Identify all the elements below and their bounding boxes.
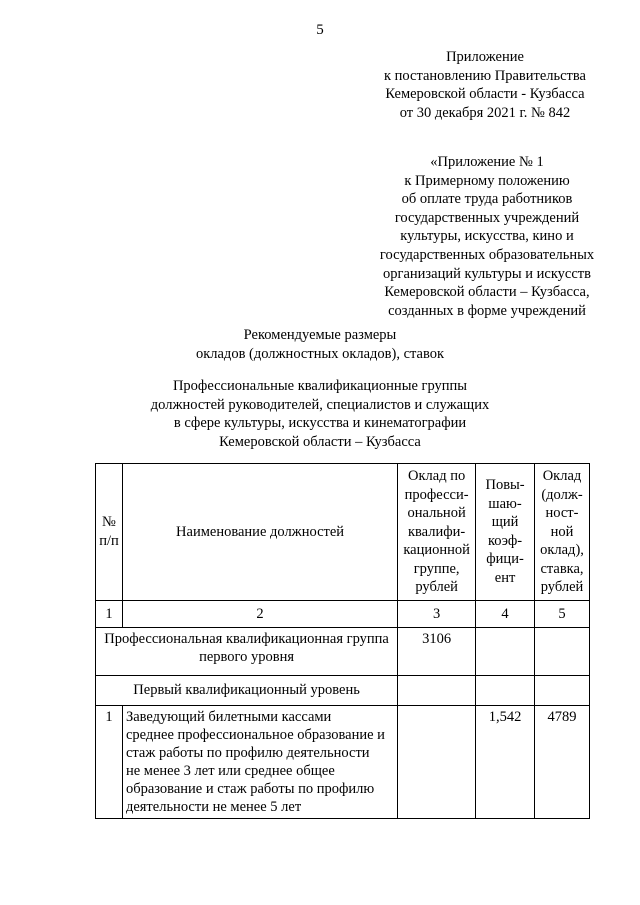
header-salary-line: ональной [407,505,466,521]
header-rate [535,464,590,601]
row-position [122,705,397,818]
appendix-quote-line: культуры, искусства, кино и [400,228,574,245]
header-salary-line: рублей [415,579,458,595]
row-rate: 4789 [535,705,590,818]
header-rate-line: оклад), [540,542,584,558]
header-salary-line: професси- [404,486,469,503]
header-coef-line: Повы- [485,477,525,494]
col-number: 4 [476,600,535,627]
header-rate-line: (долж- [541,486,583,503]
group-coef [476,627,535,675]
document-subtitle [120,377,520,451]
appendix-quote-line: государственных образовательных [379,246,595,263]
col-number: 2 [122,600,397,627]
header-salary [398,464,476,601]
appendix-quote-line: Кемеровской области – Кузбасса, [384,284,590,301]
appendix-header-line: к постановлению Правительства [384,67,586,84]
row-coef: 1,542 [476,705,535,818]
group-title [96,627,398,675]
header-salary-line: Оклад по [408,468,466,484]
level-salary [398,675,476,705]
level-rate [535,675,590,705]
group-title-line: первого уровня [199,648,295,665]
subtitle-line: Профессиональные квалификационные группы [172,378,468,394]
level-coef [476,675,535,705]
header-num-line: № [102,514,116,531]
appendix-quote-line: «Приложение № 1 [430,154,544,170]
row-num: 1 [96,705,123,818]
appendix-header-line: Приложение [446,49,524,65]
row-position-line: стаж работы по профилю деятельности [125,744,370,761]
document-title [120,326,520,363]
header-salary-line: квалифи- [407,523,466,540]
row-position-line: не менее 3 лет или среднее общее [125,762,335,779]
header-rate-line: ной [550,523,574,540]
title-line: Рекомендуемые размеры [243,327,397,343]
table-row [96,705,590,818]
row-position-line: деятельности не менее 5 лет [125,798,302,815]
header-salary-line: кационной [403,542,470,558]
group-title-line: Профессиональная квалификационная группа [104,630,389,647]
row-position-line: образование и стаж работы по профилю [125,780,375,797]
appendix-quote-line: созданных в форме учреждений [388,302,586,319]
subtitle-line: Кемеровской области – Кузбасса [219,433,421,450]
level-row [96,675,590,705]
header-num-line: п/п [99,532,119,549]
header-coef [476,464,535,601]
appendix-quote-line: к Примерному положению [404,172,570,189]
group-rate [535,627,590,675]
header-rate-line: Оклад [542,468,582,484]
header-rate-line: ставка, [540,560,584,577]
appendix-quote [352,153,622,320]
col-number: 5 [535,600,590,627]
col-number: 3 [398,600,476,627]
table-header-row [96,464,590,601]
appendix-header-line: от 30 декабря 2021 г. № 842 [399,104,571,121]
appendix-quote-line: об оплате труда работников [401,191,573,208]
header-name: Наименование должностей [122,464,397,601]
salary-table [95,463,590,819]
row-position-line: среднее профессиональное образование и [125,726,385,743]
level-title: Первый квалификационный уровень [96,675,398,705]
appendix-header-line: Кемеровской области - Кузбасса [385,86,585,103]
header-coef-line: коэф- [487,532,523,549]
header-coef-line: ент [494,569,516,586]
row-position-line: Заведующий билетными кассами [125,708,332,725]
header-coef-line: щий [491,514,519,531]
header-rate-line: рублей [540,579,584,595]
header-rate-line: ност- [545,505,579,521]
subtitle-line: в сфере культуры, искусства и кинематографии [173,415,467,432]
row-salary [398,705,476,818]
column-number-row [96,600,590,627]
group-salary: 3106 [398,627,476,675]
header-salary-line: группе, [413,560,460,577]
title-line: окладов (должностных окладов), ставок [195,345,445,362]
appendix-quote-line: организаций культуры и искусств [383,265,591,282]
header-num [96,464,123,601]
group-row [96,627,590,675]
header-coef-line: фици- [486,551,524,568]
appendix-header [360,48,610,122]
page-number: 5 [316,22,324,38]
appendix-quote-line: государственных учреждений [394,209,580,226]
col-number: 1 [96,600,123,627]
subtitle-line: должностей руководителей, специалистов и служащих [150,396,490,413]
header-coef-line: шаю- [488,495,522,512]
